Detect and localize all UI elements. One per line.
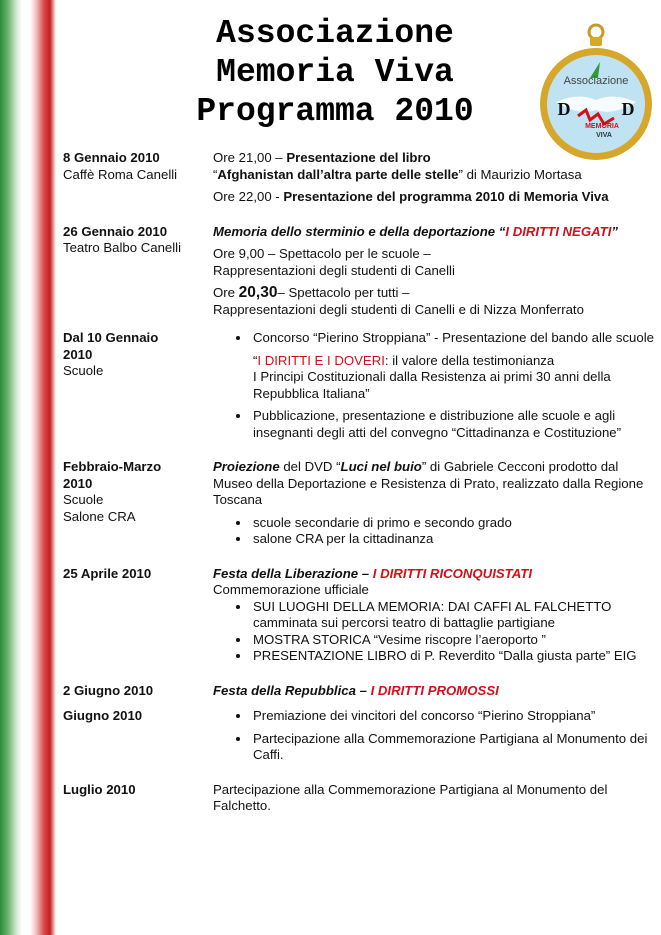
quote-open: “ <box>253 352 258 368</box>
event-date: Dal 10 Gennaio 2010 <box>63 330 159 362</box>
event-time-prefix: Ore <box>213 285 239 300</box>
event-heading <box>213 566 655 583</box>
medal-arc-text: Associazione <box>563 75 629 87</box>
film-title: Luci nel buio <box>340 459 422 474</box>
list-item: • Partecipazione alla Commemorazione Partigiana al Monumento dei Caffi. <box>251 731 655 764</box>
title-line-3: Programma 2010 <box>196 93 474 130</box>
event-place: Scuole <box>63 363 104 378</box>
event-line <box>213 167 655 184</box>
event-subtitle: Commemorazione ufficiale <box>213 582 369 597</box>
event-date: 2 Giugno 2010 <box>63 682 154 698</box>
event-title: – Spettacolo per tutti – <box>277 285 410 300</box>
event-place: Salone CRA <box>63 508 136 524</box>
paragraph-text: ” di Gabriele Cecconi prodotto dal Museo della Deportazione e Resistenza di Prato, realizzato dalla Regione Toscana <box>213 459 644 507</box>
book-author: ” di Maurizio Mortasa <box>458 166 582 182</box>
event-when <box>63 330 213 441</box>
event-title: Presentazione del libro <box>286 150 431 165</box>
event-place: Teatro Balbo Canelli <box>63 240 182 255</box>
title-line-2: Memoria Viva <box>216 54 454 91</box>
heading-text: Festa della Liberazione – <box>213 565 373 581</box>
paragraph-text: del DVD “ <box>279 459 341 474</box>
event-line: Ore 9,00 – Spettacolo per le scuole – <box>213 246 431 261</box>
event-when <box>63 150 213 206</box>
event-row-giugno <box>63 708 655 764</box>
heading-text: Memoria dello sterminio e della deportazione “ <box>213 223 506 239</box>
event-row-26-gennaio <box>63 224 655 319</box>
event-time: Ore 21,00 – <box>213 150 287 165</box>
theme-text: : il valore della testimonianza <box>384 352 555 368</box>
event-place: Caffè Roma Canelli <box>63 166 178 182</box>
event-place: Scuole <box>63 492 104 507</box>
event-row-luglio <box>63 782 655 815</box>
event-date: 26 Gennaio 2010 <box>63 223 168 239</box>
event-when <box>63 782 213 815</box>
bullet-list <box>213 408 655 441</box>
event-line <box>213 150 655 167</box>
event-line <box>213 285 655 302</box>
event-date: Luglio 2010 <box>63 781 136 797</box>
event-title: Proiezione <box>213 459 280 474</box>
event-time: Ore 22,00 - <box>213 189 284 204</box>
event-time-highlight: 20,30 <box>238 284 278 301</box>
event-details <box>213 683 655 700</box>
italian-flag-stripe <box>0 0 56 935</box>
event-line <box>213 189 655 206</box>
event-paragraph <box>213 459 655 509</box>
event-when <box>63 224 213 319</box>
event-details <box>213 566 655 665</box>
list-item: • SUI LUOGHI DELLA MEMORIA: DAI CAFFI AL FALCHETTO camminata sui percorsi teatro di battaglie partigiane <box>251 599 655 632</box>
event-row-25-aprile <box>63 566 655 665</box>
event-when <box>63 708 213 764</box>
event-paragraph: Partecipazione alla Commemorazione Partigiana al Monumento del Falchetto. <box>213 781 608 813</box>
event-row-8-gennaio <box>63 150 655 206</box>
bullet-list <box>213 599 655 665</box>
event-row-febbraio-marzo <box>63 459 655 548</box>
event-row-2-giugno <box>63 683 655 700</box>
quote-open: “ <box>213 166 218 182</box>
event-when <box>63 459 213 548</box>
medal-name-line-1: MEMORIA <box>585 123 619 130</box>
event-details <box>213 708 655 764</box>
event-details <box>213 150 655 206</box>
event-line: Rappresentazioni degli studenti di Canelli <box>213 262 455 278</box>
list-item: • Concorso “Pierino Stroppiana” - Presentazione del bando alle scuole <box>251 330 655 347</box>
list-item: • salone CRA per la cittadinanza <box>251 531 655 548</box>
event-title: Presentazione del programma 2010 di Memoria Viva <box>283 189 609 204</box>
heading-red-text: I DIRITTI NEGATI <box>505 223 612 239</box>
event-date: 25 Aprile 2010 <box>63 565 152 581</box>
association-medal-logo <box>538 20 654 170</box>
event-details <box>213 459 655 548</box>
event-details <box>213 782 655 815</box>
list-item: • scuole secondarie di primo e secondo grado <box>251 515 655 532</box>
quote-close: ” <box>611 223 618 239</box>
medal-letter-left: D <box>557 99 571 119</box>
list-item: • Premiazione dei vincitori del concorso “Pierino Stroppiana” <box>251 708 655 725</box>
event-details <box>213 330 655 441</box>
bullet-list <box>213 708 655 764</box>
heading-red-text: I DIRITTI RICONQUISTATI <box>372 565 532 581</box>
medal-letter-right: D <box>621 99 635 119</box>
bullet-list <box>213 515 655 548</box>
list-item: • Pubblicazione, presentazione e distribuzione alle scuole e agli insegnanti degli atti del convegno “Cittadinanza e Costituzione” <box>251 408 655 441</box>
program-schedule <box>63 150 655 815</box>
bullet-list <box>213 330 655 347</box>
event-line: Rappresentazioni degli studenti di Canelli e di Nizza Monferrato <box>213 301 584 317</box>
heading-red-text: I DIRITTI PROMOSSI <box>370 682 499 698</box>
event-heading <box>213 683 655 700</box>
event-heading <box>213 224 655 241</box>
heading-text: Festa della Repubblica – <box>213 682 371 698</box>
event-when <box>63 683 213 700</box>
list-item: • PRESENTAZIONE LIBRO di P. Reverdito “Dalla giusta parte” EIG <box>251 648 655 665</box>
contest-theme <box>213 353 655 403</box>
page-title <box>150 14 520 131</box>
event-date: 8 Gennaio 2010 <box>63 150 160 165</box>
event-details <box>213 224 655 319</box>
title-line-1: Associazione <box>216 15 454 52</box>
theme-red-text: I DIRITTI E I DOVERI <box>257 352 385 368</box>
medal-name-line-2: VIVA <box>596 132 612 139</box>
theme-text: I Principi Costituzionali dalla Resistenza ai primi 30 anni della Repubblica Italiana” <box>253 369 611 401</box>
event-when <box>63 566 213 665</box>
book-title: Afghanistan dall’altra parte delle stelle <box>217 166 459 182</box>
event-date: Giugno 2010 <box>63 708 143 723</box>
list-item: • MOSTRA STORICA “Vesime riscopre l’aeroporto ” <box>251 632 655 649</box>
event-row-dal-10-gennaio <box>63 330 655 441</box>
event-date: Febbraio-Marzo 2010 <box>63 459 162 491</box>
